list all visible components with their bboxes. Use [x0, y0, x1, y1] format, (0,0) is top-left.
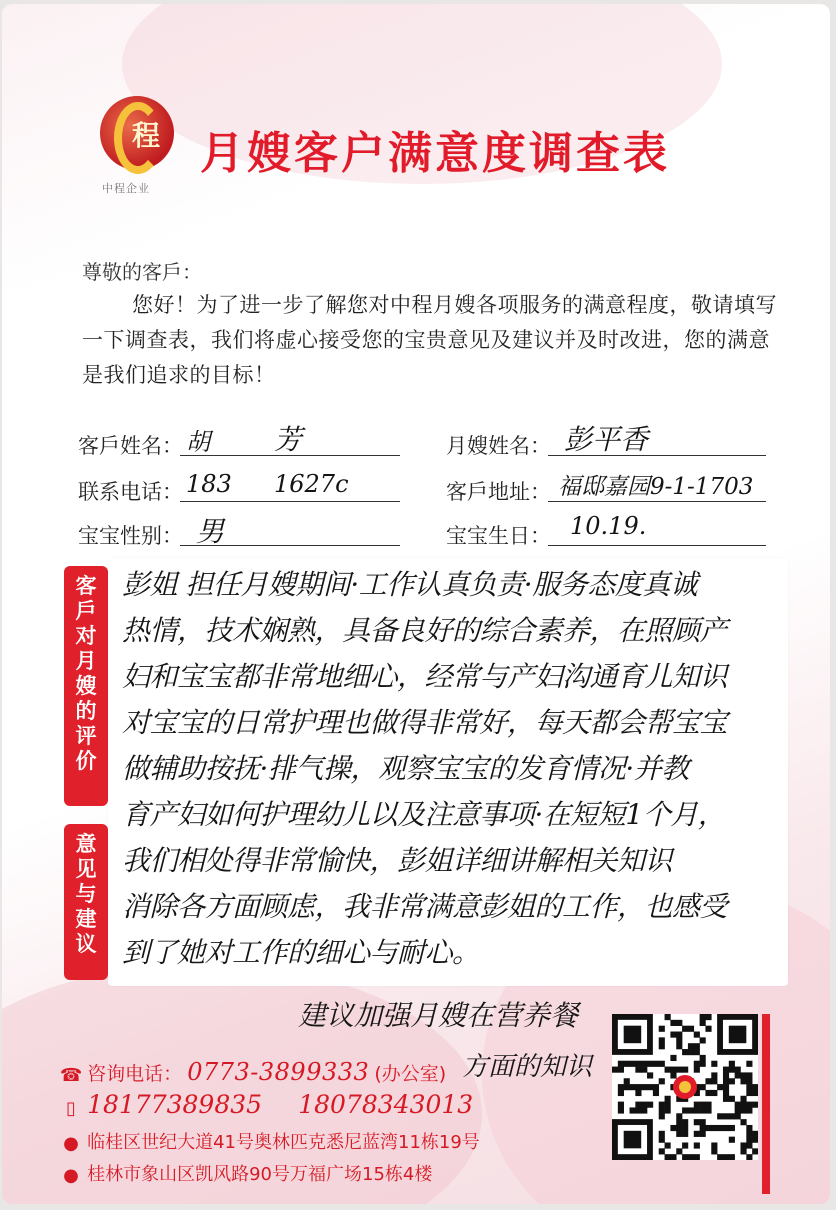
- decorative-red-bar: [762, 1014, 770, 1194]
- suggestion-line-2: 方面的知识: [462, 1052, 593, 1082]
- baby-birthday-label: 宝宝生日：: [446, 524, 551, 548]
- survey-card: [2, 4, 830, 1204]
- tab-char: 戶: [75, 599, 97, 623]
- baby-birthday-field[interactable]: [446, 514, 768, 548]
- address-row-1: [60, 1128, 480, 1154]
- tab-char: 与: [75, 882, 97, 906]
- mobile-1[interactable]: 18177389835: [87, 1090, 263, 1119]
- phone-value: 183: [186, 470, 232, 498]
- address-1: 临桂区世纪大道41号奥林匹克悉尼蓝湾11栋19号: [87, 1132, 480, 1153]
- mobile-row: [60, 1090, 473, 1119]
- greeting: 尊敬的客戶：: [82, 260, 202, 284]
- evaluation-line: 做辅助按抚·排气操，观察宝宝的发育情况·并教: [122, 752, 689, 785]
- tab-char: 对: [75, 624, 97, 648]
- qr-code-icon: [612, 1014, 758, 1160]
- consult-label: 咨询电话：: [87, 1063, 183, 1085]
- evaluation-line: 消除各方面顾虑，我非常满意彭姐的工作，也感受: [122, 890, 728, 923]
- consult-phone-row: [60, 1058, 446, 1086]
- tab-char: 客: [75, 574, 97, 598]
- mobile-2[interactable]: 18078343013: [298, 1090, 474, 1119]
- tab-customer-evaluation: [64, 566, 108, 806]
- tab-suggestions: [64, 824, 108, 980]
- logo-mark: [100, 96, 174, 170]
- tab-char: 嫂: [75, 674, 97, 698]
- tab-char: 的: [75, 699, 97, 723]
- evaluation-line: 到了她对工作的细心与耐心。: [122, 936, 480, 969]
- customer-name-label: 客戶姓名：: [78, 434, 183, 458]
- customer-name-value: 胡: [186, 428, 210, 456]
- phone-value-2: 1627c: [274, 470, 349, 498]
- nanny-name-value: 彭平香: [564, 423, 649, 456]
- address-value: 福邸嘉园9-1-1703: [558, 474, 754, 500]
- location-pin-icon: ●: [63, 1165, 79, 1186]
- evaluation-line: 我们相处得非常愉快，彭姐详细讲解相关知识: [122, 844, 673, 877]
- address-2: 桂林市象山区凯风路90号万福广场15栋4楼: [87, 1164, 433, 1185]
- location-pin-icon: ●: [63, 1133, 79, 1154]
- office-phone[interactable]: 0773-3899333: [187, 1058, 370, 1086]
- evaluation-line: 对宝宝的日常护理也做得非常好，每天都会帮宝宝: [122, 706, 728, 739]
- tab-char: 意: [75, 832, 97, 856]
- nanny-name-label: 月嫂姓名：: [446, 434, 551, 458]
- address-label: 客戶地址：: [446, 480, 551, 504]
- address-field[interactable]: [446, 470, 768, 504]
- phone-label: 联系电话：: [78, 480, 183, 504]
- suggestion-line-1: 建议加强月嫂在营养餐: [298, 999, 579, 1032]
- tab-char: 议: [75, 932, 97, 956]
- intro-paragraph: 您好！为了进一步了解您对中程月嫂各项服务的满意程度，敬请填写一下调查表，我们将虚心接受您的宝贵意见及建议并及时改进，您的满意是我们追求的目标！: [82, 293, 777, 387]
- baby-gender-field[interactable]: [78, 514, 400, 548]
- nanny-name-field[interactable]: [446, 424, 768, 458]
- evaluation-line: 彭姐 担任月嫂期间·工作认真负责·服务态度真诚: [122, 568, 698, 601]
- logo-subtitle: 中程企业: [102, 182, 150, 195]
- tab-char: 评: [75, 724, 97, 748]
- phone-field[interactable]: [78, 470, 400, 504]
- baby-gender-label: 宝宝性别：: [78, 524, 183, 548]
- phone-icon: ☎: [60, 1065, 83, 1086]
- customer-name-value-2: 芳: [274, 423, 303, 456]
- baby-gender-value: 男: [196, 515, 225, 548]
- address-row-2: [60, 1160, 432, 1186]
- company-logo: [94, 96, 180, 196]
- tab-char: 建: [75, 907, 97, 931]
- office-note: (办公室): [374, 1063, 447, 1085]
- evaluation-box[interactable]: [108, 558, 788, 986]
- tab-char: 见: [75, 857, 97, 881]
- logo-char: 程: [132, 119, 161, 152]
- page-title: 月嫂客户满意度调查表: [200, 128, 670, 179]
- evaluation-text: [122, 562, 782, 976]
- evaluation-line: 妇和宝宝都非常地细心，经常与产妇沟通育儿知识: [122, 660, 728, 693]
- baby-birthday-value: 10.19.: [570, 512, 647, 540]
- tab-char: 月: [75, 649, 97, 673]
- evaluation-line: 热情，技术娴熟，具备良好的综合素养，在照顾产: [122, 614, 728, 647]
- evaluation-line: 育产妇如何护理幼儿以及注意事项·在短短1个月，: [122, 798, 726, 831]
- customer-name-field[interactable]: [78, 424, 400, 458]
- tab-char: 价: [75, 749, 97, 773]
- mobile-icon: ▯: [66, 1098, 76, 1119]
